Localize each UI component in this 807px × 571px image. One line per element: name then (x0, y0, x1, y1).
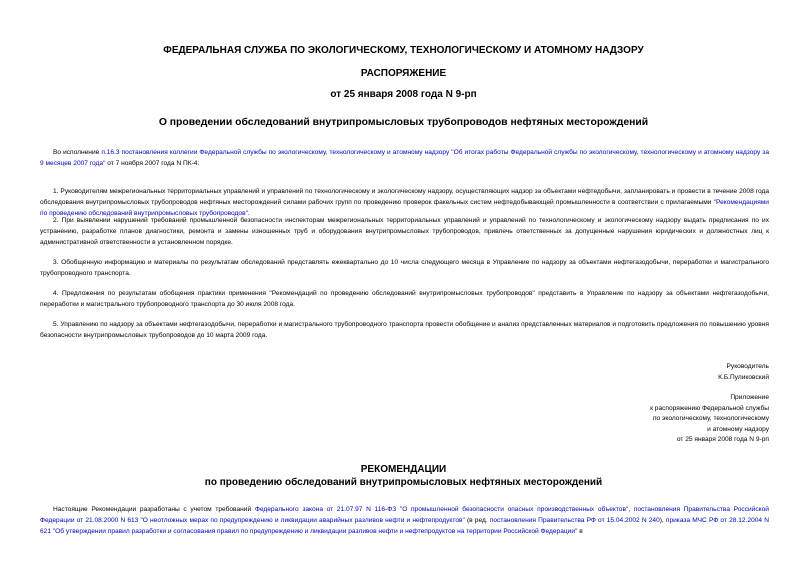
item-3: 3. Обобщенную информацию и материалы по результатам обследований представлять ежеквартально до 10 числа следующего месяца в Управление по надзору за объектами нефтегазодобычи, переработки и магистрального трубопроводного транспорта. (40, 259, 769, 277)
document-title: О проведении обследований внутрипромысловых трубопроводов нефтяных месторождений (158, 117, 649, 128)
appendix-line-4: и атомному надзору (707, 425, 769, 433)
rec-text-2: , (628, 506, 634, 513)
appendix-block (650, 393, 769, 446)
agency-heading: ФЕДЕРАЛЬНАЯ СЛУЖБА ПО ЭКОЛОГИЧЕСКОМУ, ТЕХНОЛОГИЧЕСКОМУ И АТОМНОМУ НАДЗОРУ (163, 45, 644, 56)
item-1-end: . (247, 209, 250, 217)
link-clause-16-3[interactable]: п.16.3 (101, 149, 120, 156)
recommendations-subheading: по проведению обследований внутрипромысловых нефтяных месторождений (204, 477, 603, 488)
rec-text-4: ), (659, 516, 666, 524)
link-resolution-613[interactable]: постановления Правительства Российской Федерации от 21.08.2000 N 613 "О неотложных мерах по предупреждению и ликвидации аварийных разливов нефти и нефтепродуктов" (40, 506, 769, 524)
link-board-resolution[interactable]: постановления коллегии Федеральной службы по экологическому, технологическому и атомному надзору "Об итогах работы Федеральной службы по экологическому, технологическому и атомному надзору за 9 месяцев 2007 года" (40, 149, 770, 167)
recommendations-paragraph (40, 505, 769, 538)
signature-name: К.Б.Пуликовский (718, 373, 769, 381)
rec-text-3: (в ред. (464, 516, 490, 524)
link-federal-law-116[interactable]: Федерального закона от 21.07.97 N 116-ФЗ "О промышленной безопасности опасных производственных объектов" (254, 506, 629, 513)
item-4: 4. Предложения по результатам обобщения практики применения "Рекомендаций по проведению обследований внутрипромысловых трубопроводов" представить в Управление по надзору за объектами нефтегазодобычи, переработки и магистрального трубопроводного транспорта до 30 июля 2008 года. (40, 290, 769, 308)
rec-text-5: в (577, 527, 583, 535)
intro-text-3: от 7 ноября 2007 года N ПК-4: (105, 159, 200, 167)
link-resolution-240[interactable]: постановления Правительства РФ от 15.04.2002 N 240 (489, 516, 660, 524)
link-recommendations[interactable]: "Рекомендациями по проведению обследований внутрипромысловых трубопроводов" (40, 198, 769, 217)
appendix-line-5: от 25 января 2008 года N 9-рп (676, 436, 769, 444)
signature-role: Руководитель (726, 363, 769, 370)
item-2: 2. При выявлении нарушений требований промышленной безопасности инспекторам межрегиональных территориальных управлений и управлений по технологическому и экологическому надзору выдать предписания по их устранению, разработке планов диагностики, ремонта и замены изношенных труб и оборудования внутрипромысловых трубопроводов, привлечь ответственных за допущенные нарушения юридических и должностных лиц к административной ответственности в установленном порядке. (40, 217, 769, 246)
document-type: РАСПОРЯЖЕНИЕ (360, 68, 447, 79)
signature-block (718, 362, 769, 383)
appendix-line-1: Приложение (730, 394, 769, 401)
rec-text-1: Настоящие Рекомендации разработаны с учетом требований (53, 506, 255, 513)
link-order-621[interactable]: приказа МЧС РФ от 28.12.2004 N 621 "Об утверждении правил разработки и согласования правил по предупреждению и ликвидации разливов нефти и нефтепродуктов на территории Российской Федерации" (40, 516, 769, 535)
item-5: 5. Управлению по надзору за объектами нефтегазодобычи, переработки и магистрального трубопроводного транспорта провести обобщение и анализ представленных материалов и подготовить предложения по повышению уровня безопасности внутрипромысловых трубопроводов до 10 марта 2009 года. (40, 321, 769, 339)
item-1 (40, 187, 769, 220)
recommendations-heading: РЕКОМЕНДАЦИИ (360, 464, 447, 475)
appendix-line-3: по экологическому, технологическому (652, 415, 769, 423)
intro-text-1: Во исполнение (53, 149, 102, 156)
item-1-text: 1. Руководителям межрегиональных территориальных управлений и управлений по технологическому и экологическому надзору, осуществляющих надзор за объектами нефтедобычи, запланировать и провести в течение 2008 года обследования внутрипромысловых трубопроводов нефтяных месторождений силами рабочих групп по проведению проверок факельных систем нефтедобывающей промышленности в соответствии с прилагаемыми (40, 188, 769, 206)
intro-paragraph (40, 148, 769, 170)
document-date: от 25 января 2008 года N 9-рп (330, 89, 477, 100)
appendix-line-2: к распоряжению Федеральной службы (650, 404, 769, 412)
